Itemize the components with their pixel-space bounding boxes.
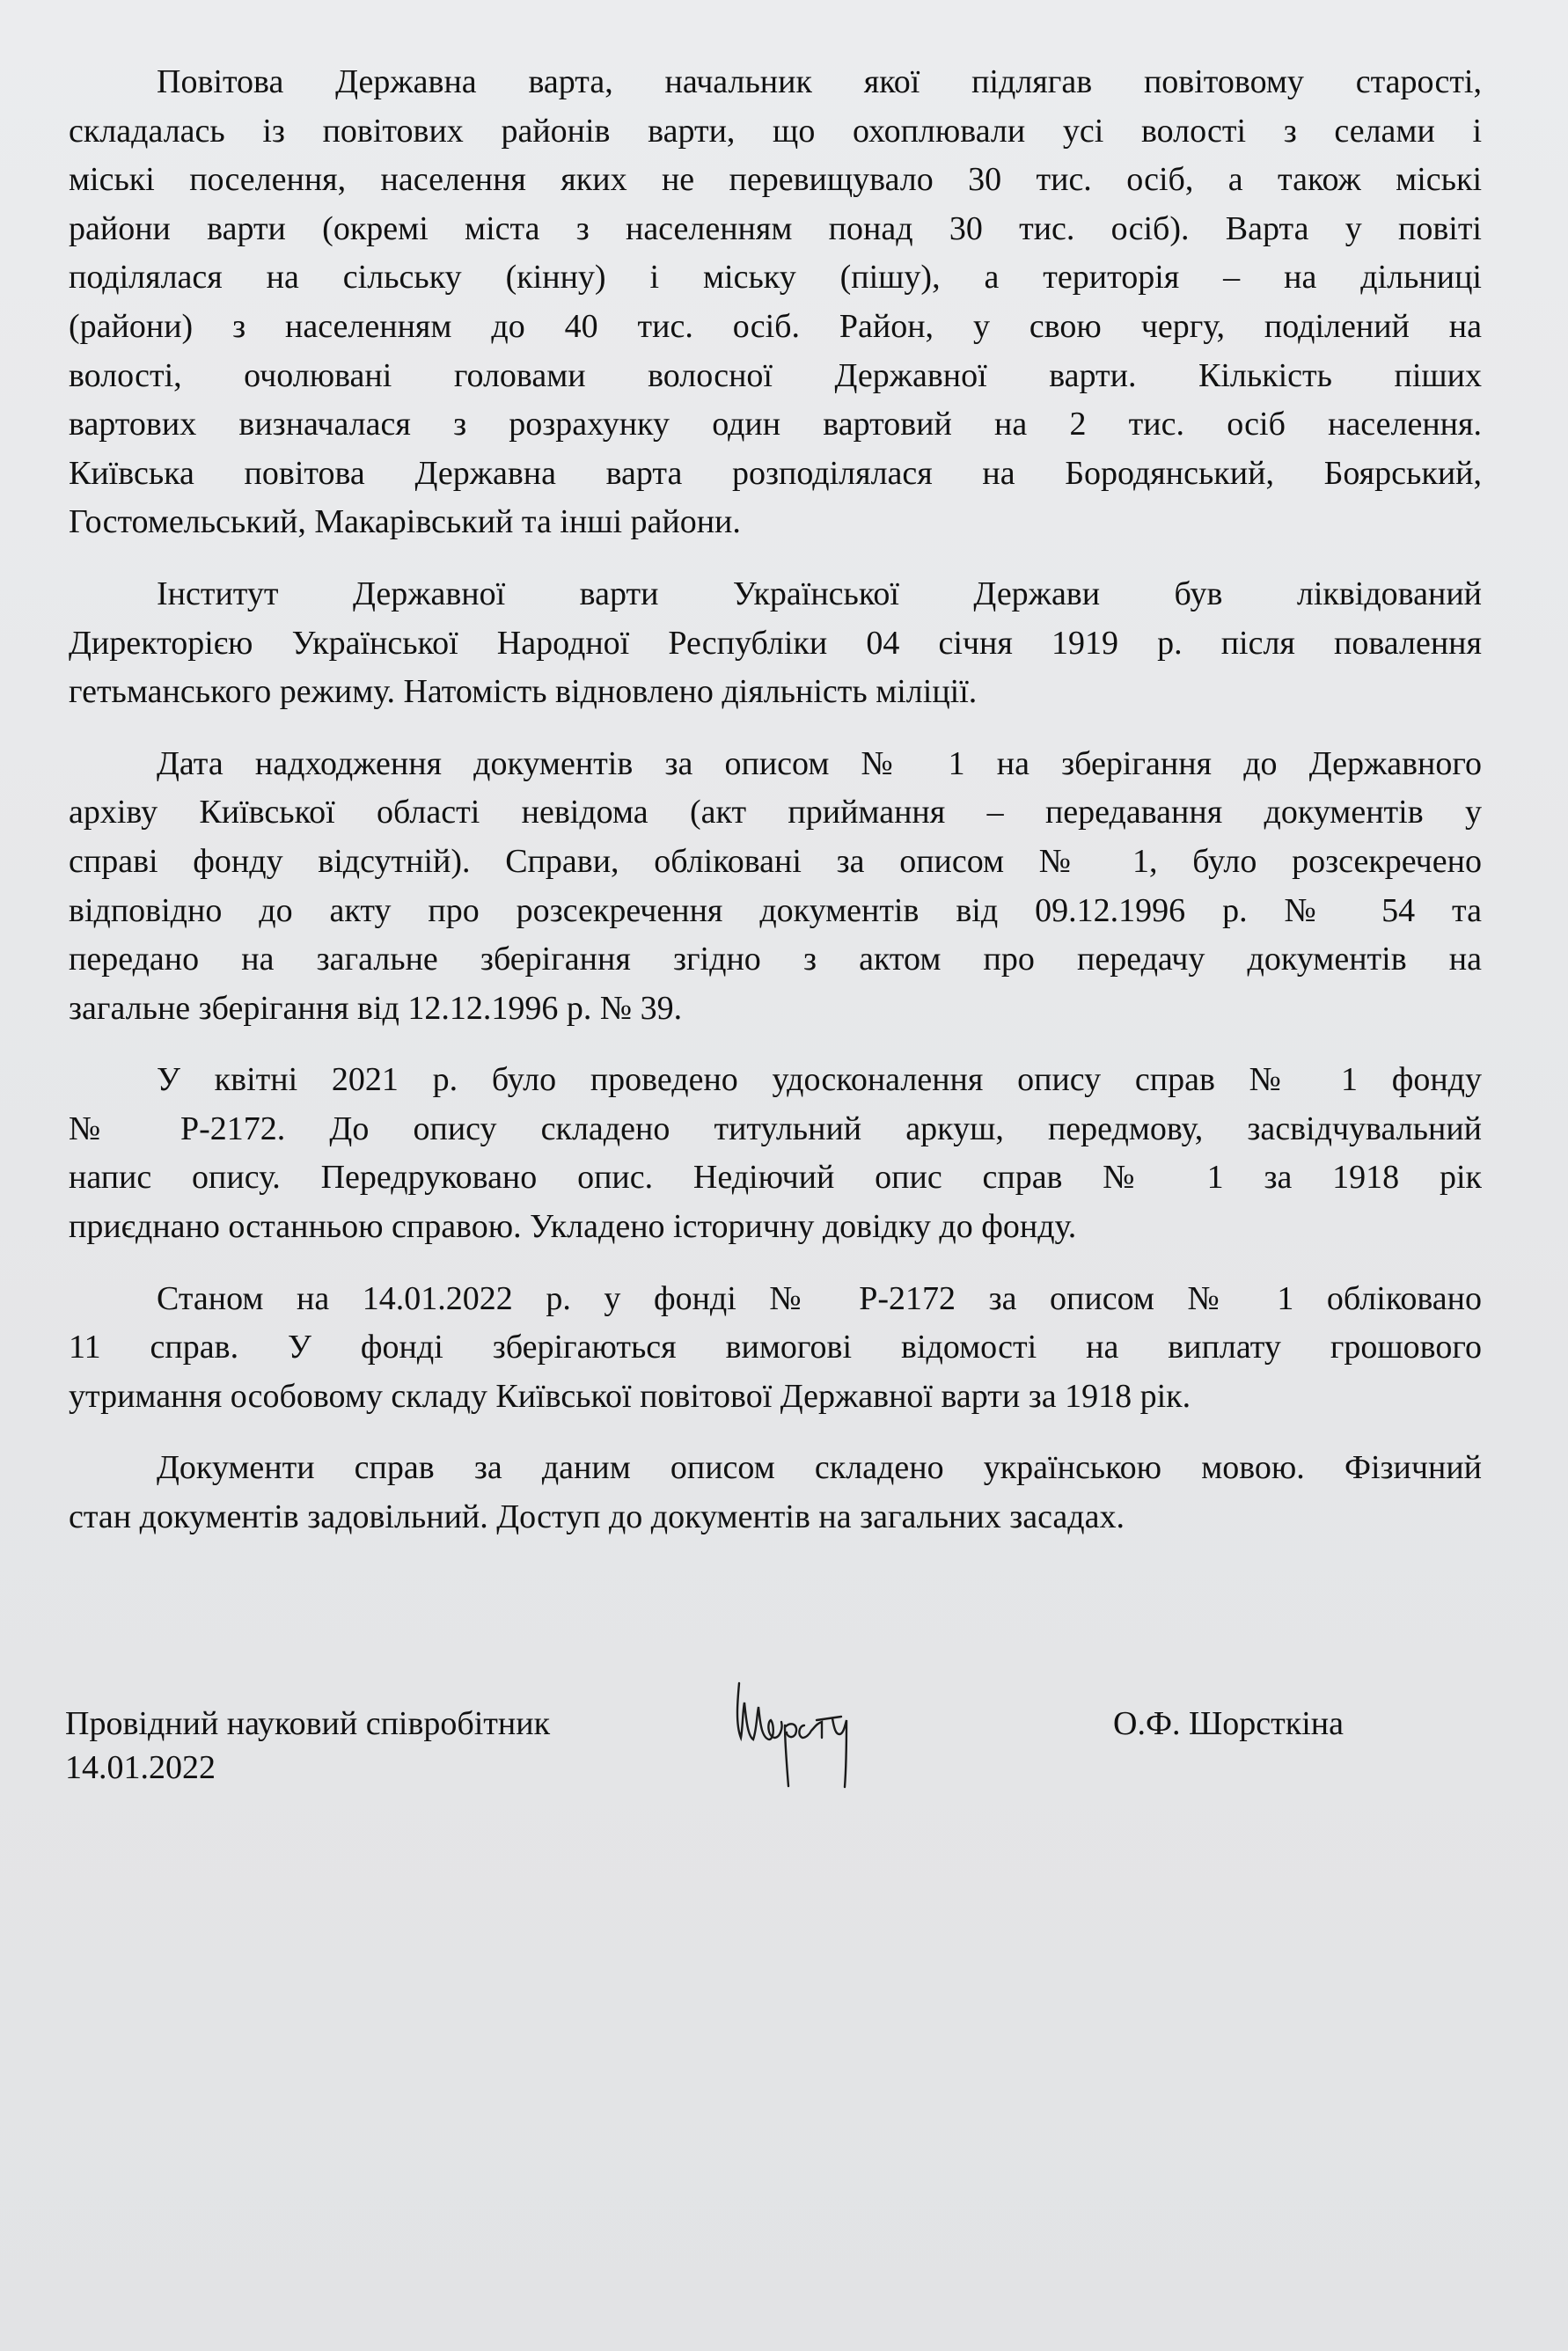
handwritten-signature [730, 1676, 924, 1791]
paragraph [69, 1275, 1482, 1422]
text-line: приєднано останньою справою. Укладено історичну довідку до фонду. [69, 1208, 1077, 1246]
text-line: гетьманського режиму. Натомість відновлено діяльність міліції. [69, 673, 978, 711]
text-line: загальне зберігання від 12.12.1996 р. № 39. [69, 989, 683, 1027]
paragraph [69, 1444, 1482, 1542]
text-line: архіву Київської області невідома (акт приймання – передавання документів у [69, 794, 1482, 831]
paragraph [69, 1056, 1482, 1251]
text-line: райони варти (окремі міста з населенням понад 30 тис. осіб). Варта у повіті [69, 209, 1482, 247]
text-line: утримання особовому складу Київської повітової Державної варти за 1918 рік. [69, 1377, 1191, 1415]
text-line: Документи справ за даним описом складено українською мовою. Фізичний [157, 1449, 1482, 1487]
text-line: справі фонду відсутній). Справи, обліковані за описом № 1, було розсекречено [69, 842, 1482, 880]
text-line: У квітні 2021 р. було проведено удосконалення опису справ № 1 фонду [157, 1061, 1482, 1099]
text-line: Дата надходження документів за описом № 1 на зберігання до Державного [157, 744, 1482, 782]
text-line: волості, очолювані головами волосної Державної варти. Кількість піших [69, 356, 1482, 394]
text-line: передано на загальне зберігання згідно з актом про передачу документів на [69, 941, 1482, 978]
text-line: стан документів задовільний. Доступ до документів на загальних засадах. [69, 1498, 1125, 1536]
paragraph [69, 570, 1482, 717]
signer-name: О.Ф. Шорсткіна [1113, 1705, 1344, 1742]
signature-date: 14.01.2022 [65, 1749, 216, 1786]
paragraph [69, 740, 1482, 1034]
text-line: відповідно до акту про розсекречення документів від 09.12.1996 р. № 54 та [69, 891, 1482, 929]
text-line: Директорією Української Народної Республіки 04 січня 1919 р. після повалення [69, 624, 1482, 662]
text-line: 11 справ. У фонді зберігаються вимогові відомості на виплату грошового [69, 1329, 1482, 1366]
text-line: поділялася на сільську (кінну) і міську (пішу), а територія – на дільниці [69, 259, 1482, 297]
text-line: Гостомельський, Макарівський та інші райони. [69, 503, 741, 541]
paragraph [69, 58, 1482, 547]
text-line: Повітова Державна варта, начальник якої підлягав повітовому старості, [157, 63, 1482, 100]
text-line: міські поселення, населення яких не перевищувало 30 тис. осіб, а також міські [69, 161, 1482, 199]
signer-position: Провідний науковий співробітник [65, 1705, 551, 1742]
text-line: (райони) з населенням до 40 тис. осіб. Район, у свою чергу, поділений на [69, 307, 1482, 345]
text-line: Станом на 14.01.2022 р. у фонді № Р-2172 за описом № 1 обліковано [157, 1279, 1482, 1317]
text-line: Київська повітова Державна варта розподілялася на Бородянський, Боярський, [69, 454, 1482, 492]
text-line: № Р-2172. До опису складено титульний аркуш, передмову, засвідчувальний [69, 1110, 1482, 1147]
document-body [69, 58, 1482, 1565]
text-line: Інститут Державної варти Української Держави був ліквідований [157, 575, 1482, 612]
text-line: напис опису. Передруковано опис. Недіючий опис справ № 1 за 1918 рік [69, 1159, 1482, 1197]
text-line: складалась із повітових районів варти, що охоплювали усі волості з селами і [69, 112, 1482, 150]
text-line: вартових визначалася з розрахунку один вартовий на 2 тис. осіб населення. [69, 406, 1482, 443]
